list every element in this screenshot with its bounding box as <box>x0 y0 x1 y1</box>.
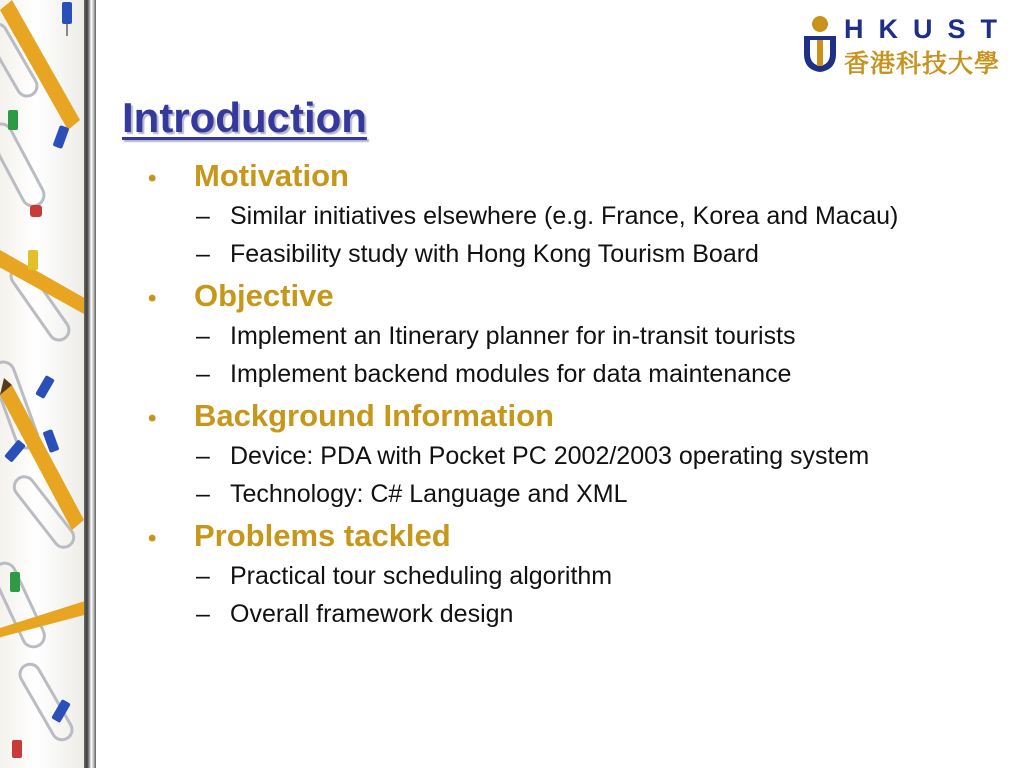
hkust-emblem-icon <box>800 14 840 74</box>
bullet-icon: • <box>148 525 157 552</box>
sub-bullet-text: Implement backend modules for data maintenance <box>230 360 792 388</box>
bullet-heading <box>140 515 1010 557</box>
dash-icon: – <box>196 240 210 268</box>
logo-chinese-text: 香港科技大學 <box>844 49 1001 78</box>
sub-bullet <box>140 235 1010 273</box>
bullet-heading <box>140 275 1010 317</box>
sub-bullet <box>140 317 1010 355</box>
sub-bullet <box>140 437 1010 475</box>
bullet-icon: • <box>148 405 157 432</box>
stationery-illustration <box>0 0 88 768</box>
heading-text: Problems tackled <box>194 518 451 553</box>
sub-bullet-text: Feasibility study with Hong Kong Tourism Board <box>230 240 759 268</box>
section-background-information <box>140 395 1010 513</box>
slide-body <box>140 155 1010 635</box>
dash-icon: – <box>196 202 210 230</box>
sub-bullet-text: Technology: C# Language and XML <box>230 480 628 508</box>
hkust-logo <box>800 14 1012 78</box>
sub-bullet-text: Overall framework design <box>230 600 514 628</box>
section-objective <box>140 275 1010 393</box>
dash-icon: – <box>196 480 210 508</box>
sub-bullet-text: Practical tour scheduling algorithm <box>230 562 613 590</box>
sub-bullet <box>140 197 1010 235</box>
dash-icon: – <box>196 322 210 350</box>
side-decoration <box>0 0 88 768</box>
sub-bullet <box>140 557 1010 595</box>
side-divider <box>84 0 96 768</box>
heading-text: Objective <box>194 278 334 313</box>
bullet-heading <box>140 155 1010 197</box>
sub-bullet-text: Similar initiatives elsewhere (e.g. France, Korea and Macau) <box>230 202 899 230</box>
logo-latin-text: HKUST <box>844 14 1012 44</box>
bullet-icon: • <box>148 165 157 192</box>
bullet-heading <box>140 395 1010 437</box>
sub-bullet <box>140 355 1010 393</box>
dash-icon: – <box>196 360 210 388</box>
section-motivation <box>140 155 1010 273</box>
sub-bullet <box>140 475 1010 513</box>
section-problems-tackled <box>140 515 1010 633</box>
sub-bullet-text: Implement an Itinerary planner for in-transit tourists <box>230 322 796 350</box>
heading-text: Motivation <box>194 158 349 193</box>
sub-bullet-text: Device: PDA with Pocket PC 2002/2003 operating system <box>230 442 870 470</box>
sub-bullet <box>140 595 1010 633</box>
bullet-icon: • <box>148 285 157 312</box>
heading-text: Background Information <box>194 398 554 433</box>
dash-icon: – <box>196 600 210 628</box>
dash-icon: – <box>196 442 210 470</box>
slide-title: Introduction <box>122 94 367 141</box>
dash-icon: – <box>196 562 210 590</box>
